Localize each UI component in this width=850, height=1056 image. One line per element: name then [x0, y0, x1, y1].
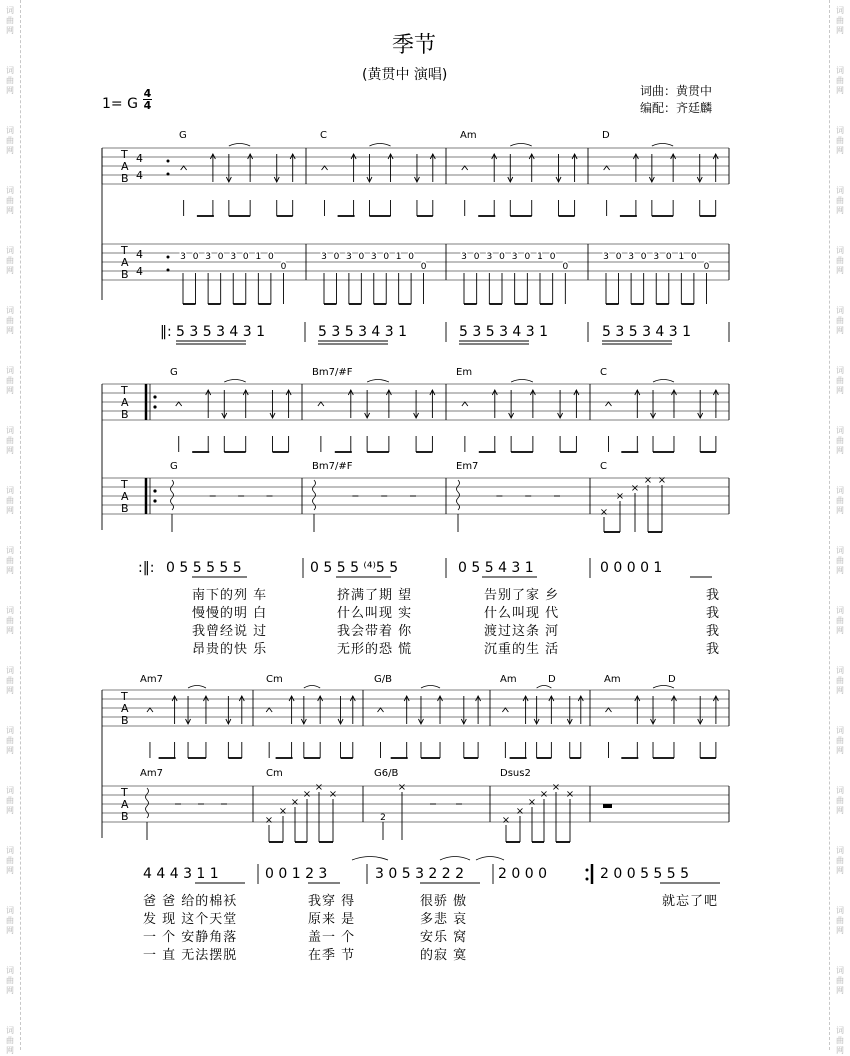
watermark-text: 词 曲 网: [836, 486, 844, 515]
tie-arc: [510, 144, 531, 147]
tie-arc: [367, 380, 389, 383]
chord-name: C: [600, 461, 607, 472]
lyric-segment: 在季 节: [308, 948, 356, 963]
tab-clef-letter: B: [121, 268, 129, 281]
tie-arc: [229, 144, 250, 147]
watermark-text: 词 曲 网: [836, 66, 844, 95]
tab-fret-number: 0: [499, 252, 505, 262]
watermark-text: 词 曲 网: [836, 306, 844, 335]
muted-note: ×: [328, 789, 338, 800]
watermark-text: 词 曲 网: [6, 246, 14, 275]
watermark-text: 词 曲 网: [6, 786, 14, 815]
lyric-segment: 原来 是: [308, 912, 356, 927]
repeat-dot: [153, 405, 156, 408]
chord-name: C: [320, 130, 327, 141]
chord-name: Em: [456, 367, 473, 378]
lyrics-music-credit: 词曲：黄贯中: [640, 84, 713, 98]
repeat-dot: [153, 395, 156, 398]
tab-fret-number: 0: [383, 252, 390, 262]
time-signature: 4 4: [143, 87, 152, 112]
jianpu-measure: 5 3 5 3 4 3 1: [318, 324, 408, 340]
tab-fret-number: 3: [486, 252, 493, 262]
arpeggio-mark: [457, 480, 460, 510]
tab-fret-number: 3: [230, 252, 237, 262]
chord-name: D: [668, 674, 676, 685]
lyric-segment: 的寂 寞: [420, 948, 468, 963]
lyric-segment: 盖一 个: [308, 930, 356, 945]
tab-clef-letter: B: [121, 810, 129, 823]
lyric-segment: 告别了家 乡: [484, 588, 560, 603]
watermark-text: 词 曲 网: [6, 666, 14, 695]
strum-accent: [322, 166, 328, 170]
tie-arc: [476, 857, 504, 861]
chord-name: Am: [500, 674, 517, 685]
watermark-text: 词 曲 网: [6, 426, 14, 455]
chord-name: G: [170, 367, 178, 378]
tab-time-digit: 4: [136, 152, 143, 165]
tab-fret-number: 0: [562, 262, 569, 272]
watermark-text: 词 曲 网: [6, 486, 14, 515]
tab-fret-number: 0: [665, 252, 672, 262]
tab-clef-letter: T: [121, 690, 128, 703]
tab-clef-letter: A: [121, 160, 129, 173]
jianpu-measure: 3 0 5 3 2 2 2: [375, 866, 465, 882]
tab-fret-number: 0: [333, 252, 340, 262]
lyric-segment: 多悲 哀: [420, 912, 468, 927]
muted-note: ×: [657, 475, 667, 486]
tab-fret-number: 3: [370, 252, 377, 262]
tie-arc: [421, 686, 440, 689]
chord-name: D: [548, 674, 556, 685]
watermark-text: 词 曲 网: [836, 726, 844, 755]
tab-fret-number: 0: [408, 252, 414, 262]
watermark-text: 词 曲 网: [6, 186, 14, 215]
tab-time-digit: 4: [136, 248, 143, 261]
chord-name: G: [170, 461, 178, 472]
tab-clef-letter: A: [121, 490, 129, 503]
watermark-text: 词 曲 网: [6, 366, 14, 395]
watermark-text: 词 曲 网: [836, 906, 844, 935]
chord-name: Cm: [266, 768, 283, 779]
chord-name: Am7: [140, 674, 163, 685]
tab-fret-number: 3: [653, 252, 660, 262]
strum-accent: [462, 402, 468, 406]
watermark-text: 词 曲 网: [6, 726, 14, 755]
muted-note: ×: [264, 815, 274, 826]
chord-name: Am: [604, 674, 621, 685]
watermark-text: 词 曲 网: [836, 846, 844, 875]
lyric-segment: 我: [706, 606, 721, 621]
lyric-segment: 我穿 得: [308, 894, 356, 909]
muted-note: ×: [630, 483, 640, 494]
watermark-text: 词 曲 网: [836, 186, 844, 215]
chord-name: Am: [460, 130, 477, 141]
lyric-segment: 一 个 安静角落: [143, 930, 238, 945]
tab-fret-number: 1: [537, 252, 543, 262]
tab-fret-number: 1: [395, 252, 402, 262]
performer-line: (黄贯中 演唱): [362, 67, 448, 83]
watermark-text: 词 曲 网: [836, 966, 844, 995]
tab-clef-letter: B: [121, 408, 129, 421]
tab-clef-letter: T: [121, 384, 128, 397]
tab-clef-letter: A: [121, 798, 129, 811]
lyric-segment: 渡过这条 河: [484, 624, 560, 639]
watermark-text: 词 曲 网: [6, 846, 14, 875]
muted-note: ×: [314, 782, 324, 793]
repeat-start-barline: :‖:: [138, 560, 155, 576]
tab-fret-number: 0: [524, 252, 531, 262]
watermark-text: 词 曲 网: [836, 786, 844, 815]
watermark-text: 词 曲 网: [6, 306, 14, 335]
watermark-text: 词 曲 网: [836, 6, 844, 35]
chord-name: Em7: [456, 461, 479, 472]
repeat-dot: [586, 869, 589, 872]
jianpu-measure: 0 5 5 4 3 1: [458, 560, 534, 576]
tab-fret-number: 0: [703, 262, 710, 272]
lyric-segment: 无形的恐 慌: [337, 642, 413, 657]
tab-clef-letter: B: [121, 502, 129, 515]
muted-note: ×: [643, 475, 653, 486]
tab-fret-number: 0: [473, 252, 480, 262]
repeat-dot: [167, 256, 170, 259]
chord-name: Bm7/#F: [312, 367, 353, 378]
jianpu-measure: 5 3 5 3 4 3 1: [459, 324, 549, 340]
tab-fret-number: 0: [358, 252, 365, 262]
lyric-segment: 挤满了期 望: [337, 588, 413, 603]
repeat-start-barline: ‖:: [160, 324, 172, 340]
lyric-segment: 爸 爸 给的棉袄: [143, 894, 238, 909]
watermark-text: 词 曲 网: [6, 606, 14, 635]
tab-fret-number: 0: [280, 262, 287, 272]
tab-clef-letter: T: [121, 148, 128, 161]
tie-arc: [537, 686, 552, 689]
watermark-text: 词 曲 网: [836, 246, 844, 275]
muted-note: ×: [501, 815, 511, 826]
tab-clef-letter: B: [121, 714, 129, 727]
tab-fret-number: 0: [420, 262, 427, 272]
strum-accent: [176, 402, 182, 406]
watermark-text: 词 曲 网: [836, 546, 844, 575]
muted-note: ×: [599, 507, 609, 518]
repeat-dot: [167, 173, 170, 176]
muted-note: ×: [527, 797, 537, 808]
tie-arc: [188, 686, 206, 689]
watermark-text: 词 曲 网: [836, 606, 844, 635]
strum-accent: [462, 166, 468, 170]
tab-fret-number: 0: [691, 252, 697, 262]
muted-note: ×: [302, 789, 312, 800]
watermark-text: 词 曲 网: [836, 126, 844, 155]
arpeggio-mark: [171, 480, 174, 510]
tab-clef-letter: T: [121, 786, 128, 799]
chord-name: Dsus2: [500, 768, 531, 779]
lyric-segment: 沉重的生 活: [484, 642, 560, 657]
arranger-credit: 编配：齐廷麟: [640, 101, 713, 115]
tab-fret-number: 3: [461, 252, 467, 262]
chord-name: D: [602, 130, 610, 141]
tie-arc: [653, 686, 674, 689]
lyric-segment: 昂贵的快 乐: [192, 642, 268, 657]
repeat-dot: [167, 269, 170, 272]
muted-note: ×: [290, 797, 300, 808]
chord-name: Bm7/#F: [312, 461, 353, 472]
tab-fret-number: 3: [180, 252, 186, 262]
tab-fret-number: 0: [640, 252, 647, 262]
jianpu-measure: 4 4 4 3 1 1: [143, 866, 219, 882]
muted-note: ×: [615, 491, 625, 502]
watermark-text: 词 曲 网: [6, 966, 14, 995]
arpeggio-mark: [146, 788, 149, 818]
tab-fret-number: 3: [628, 252, 634, 262]
chord-name: C: [600, 367, 607, 378]
lyric-segment: 什么叫现 代: [484, 606, 560, 621]
jianpu-measure: 2 0 0 0: [498, 866, 547, 882]
tab-fret-number: 0: [217, 252, 224, 262]
watermark-text: 词 曲 网: [836, 426, 844, 455]
lyric-segment: 我: [706, 642, 721, 657]
chord-name: Am7: [140, 768, 163, 779]
lyric-segment: 发 现 这个天堂: [143, 912, 238, 927]
jianpu-measure: 5 3 5 3 4 3 1: [176, 324, 266, 340]
tab-clef-letter: A: [121, 256, 129, 269]
jianpu-measure: 0 0 0 0 1: [600, 560, 663, 576]
tie-arc: [440, 857, 470, 861]
tab-fret-number: 3: [205, 252, 211, 262]
jianpu-measure: 0 5 5 5 5 5: [166, 560, 242, 576]
tie-arc: [304, 686, 320, 689]
tie-arc: [352, 857, 388, 861]
tie-arc: [652, 144, 673, 147]
watermark-text: 词 曲 网: [6, 6, 14, 35]
tab-fret-number: 1: [255, 252, 262, 262]
muted-note: ×: [551, 782, 561, 793]
chord-name: G6/B: [374, 768, 399, 779]
strum-accent: [605, 708, 611, 712]
tab-fret-number: 0: [242, 252, 249, 262]
watermark-text: 词 曲 网: [836, 366, 844, 395]
tab-clef-letter: T: [121, 478, 128, 491]
tab-clef-letter: A: [121, 702, 129, 715]
lyric-segment: 我: [706, 624, 721, 639]
muted-note: ×: [565, 789, 575, 800]
lyric-segment: 南下的列 车: [192, 588, 268, 603]
lyric-segment: 我: [706, 588, 721, 603]
lyric-segment: 很骄 傲: [420, 894, 468, 909]
arpeggio-mark: [313, 480, 316, 510]
muted-note: ×: [397, 782, 407, 793]
tie-arc: [653, 380, 674, 383]
tab-fret-number: 0: [268, 252, 274, 262]
muted-note: ×: [515, 806, 525, 817]
watermark-text: 词 曲 网: [6, 66, 14, 95]
strum-accent: [266, 708, 272, 712]
lyric-segment: 一 直 无法摆脱: [143, 948, 238, 963]
strum-accent: [147, 708, 153, 712]
lyric-segment: 就忘了吧: [662, 894, 719, 909]
jianpu-measure: 5 3 5 3 4 3 1: [602, 324, 692, 340]
jianpu-measure: 0 5 5 5 ⁽⁴⁾5 5: [310, 560, 399, 576]
watermark-text: 词 曲 网: [836, 666, 844, 695]
strum-accent: [605, 402, 611, 406]
watermark-text: 词 曲 网: [6, 906, 14, 935]
lyric-segment: 慢慢的明 白: [192, 606, 268, 621]
chord-name: G: [179, 130, 187, 141]
tab-fret-number: 3: [511, 252, 518, 262]
muted-note: ×: [278, 806, 288, 817]
repeat-dot: [153, 499, 156, 502]
tie-arc: [369, 144, 390, 147]
watermark-text: 词 曲 网: [6, 126, 14, 155]
tie-arc: [224, 380, 245, 383]
tab-fret-number: 3: [321, 252, 327, 262]
tab-fret-number: 1: [678, 252, 685, 262]
tab-fret-number: 3: [346, 252, 352, 262]
repeat-dot: [167, 160, 170, 163]
strum-accent: [502, 708, 508, 712]
chord-name: Cm: [266, 674, 283, 685]
watermark-text: 词 曲 网: [836, 1026, 844, 1055]
tab-fret-number: 3: [603, 252, 609, 262]
lyric-segment: 安乐 窝: [420, 930, 468, 945]
tie-arc: [511, 380, 533, 383]
tab-clef-letter: T: [121, 244, 128, 257]
whole-rest: [603, 804, 612, 808]
song-title: 季节: [392, 33, 437, 58]
strum-accent: [378, 708, 384, 712]
tab-fret-number: 2: [380, 813, 386, 823]
watermark-text: 词 曲 网: [6, 546, 14, 575]
lyric-segment: 我曾经说 过: [192, 624, 268, 639]
lyric-segment: 我会带着 你: [337, 624, 413, 639]
strum-accent: [318, 402, 324, 406]
tab-time-digit: 4: [136, 169, 143, 182]
tab-fret-number: 0: [615, 252, 622, 262]
tab-fret-number: 0: [192, 252, 199, 262]
jianpu-measure: 2 0 0 5 5 5 5: [600, 866, 690, 882]
chord-name: G/B: [374, 674, 392, 685]
repeat-dot: [153, 489, 156, 492]
key-signature: 1= G: [102, 96, 138, 112]
watermark-text: 词 曲 网: [6, 1026, 14, 1055]
tab-time-digit: 4: [136, 265, 143, 278]
tab-fret-number: 0: [549, 252, 556, 262]
jianpu-measure: 0 0 1 2 3: [265, 866, 328, 882]
repeat-dot: [586, 878, 589, 881]
strum-accent: [181, 166, 187, 170]
lyric-segment: 什么叫现 实: [337, 606, 413, 621]
tab-clef-letter: A: [121, 396, 129, 409]
strum-accent: [604, 166, 610, 170]
tab-clef-letter: B: [121, 172, 129, 185]
muted-note: ×: [539, 789, 549, 800]
